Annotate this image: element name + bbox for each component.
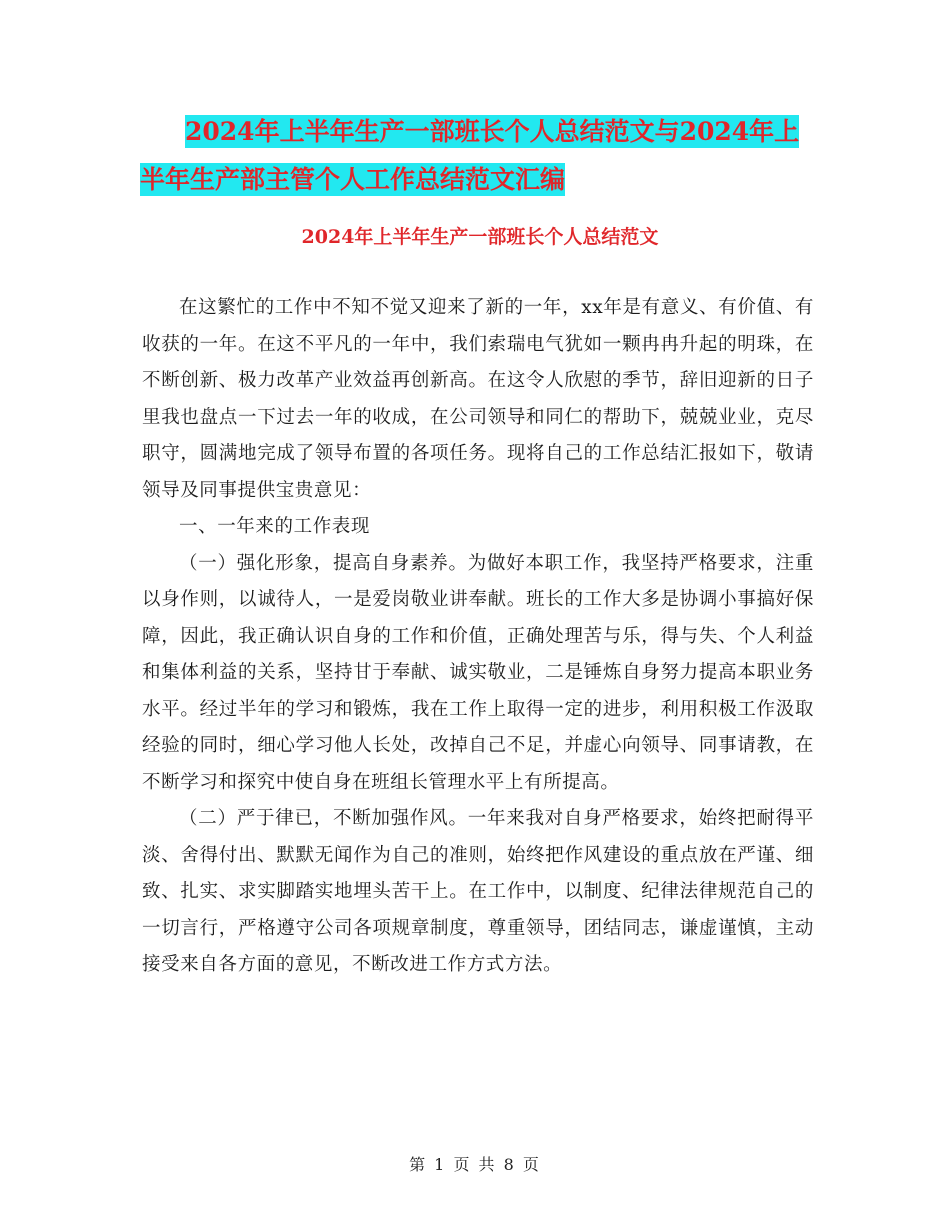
page-footer: 第 1 页 共 8 页 <box>409 1155 541 1174</box>
paragraph-self-discipline: （二）严于律已，不断加强作风。一年来我对自身严格要求，始终把耐得平淡、舍得付出、默默无闻作为自己的准则，始终把作风建设的重点放在严谨、细致、扎实、求实脚踏实地埋头苦干上。在工作中，以制度、纪律法律规范自己的一切言行，严格遵守公司各项规章制度，尊重领导，团结同志，谦虚谨慎，主动接受来自各方面的意见，不断改进工作方式方法。 <box>142 808 814 975</box>
body-text <box>142 290 814 984</box>
document-title-line-2: 半年生产部主管个人工作总结范文汇编 <box>140 165 566 194</box>
paragraph-intro: 在这繁忙的工作中不知不觉又迎来了新的一年，xx年是有意义、有价值、有收获的一年。在这不平凡的一年中，我们索瑞电气犹如一颗冉冉升起的明珠，在不断创新、极力改革产业效益再创新高。在这令人欣慰的季节，辞旧迎新的日子里我也盘点一下过去一年的收成，在公司领导和同仁的帮助下，兢兢业业，克尽职守，圆满地完成了领导布置的各项任务。现将自己的工作总结汇报如下，敬请领导及同事提供宝贵意见： <box>142 297 814 501</box>
paragraph-strengthen-image: （一）强化形象，提高自身素养。为做好本职工作，我坚持严格要求，注重以身作则，以诚待人，一是爱岗敬业讲奉献。班长的工作大多是协调小事搞好保障，因此，我正确认识自身的工作和价值，正确处理苦与乐，得与失、个人利益和集体利益的关系，坚持甘于奉献、诚实敬业，二是锤炼自身努力提高本职业务水平。经过半年的学习和锻炼，我在工作上取得一定的进步，利用积极工作汲取经验的同时，细心学习他人长处，改掉自己不足，并虚心向领导、同事请教，在不断学习和探究中使自身在班组长管理水平上有所提高。 <box>142 552 814 793</box>
document-title <box>140 108 820 204</box>
heading-work-performance: 一、一年来的工作表现 <box>179 516 371 537</box>
document-title-line-1: 2024年上半年生产一部班长个人总结范文与2024年上 <box>185 117 800 146</box>
section-title: 2024年上半年生产一部班长个人总结范文 <box>301 226 659 248</box>
